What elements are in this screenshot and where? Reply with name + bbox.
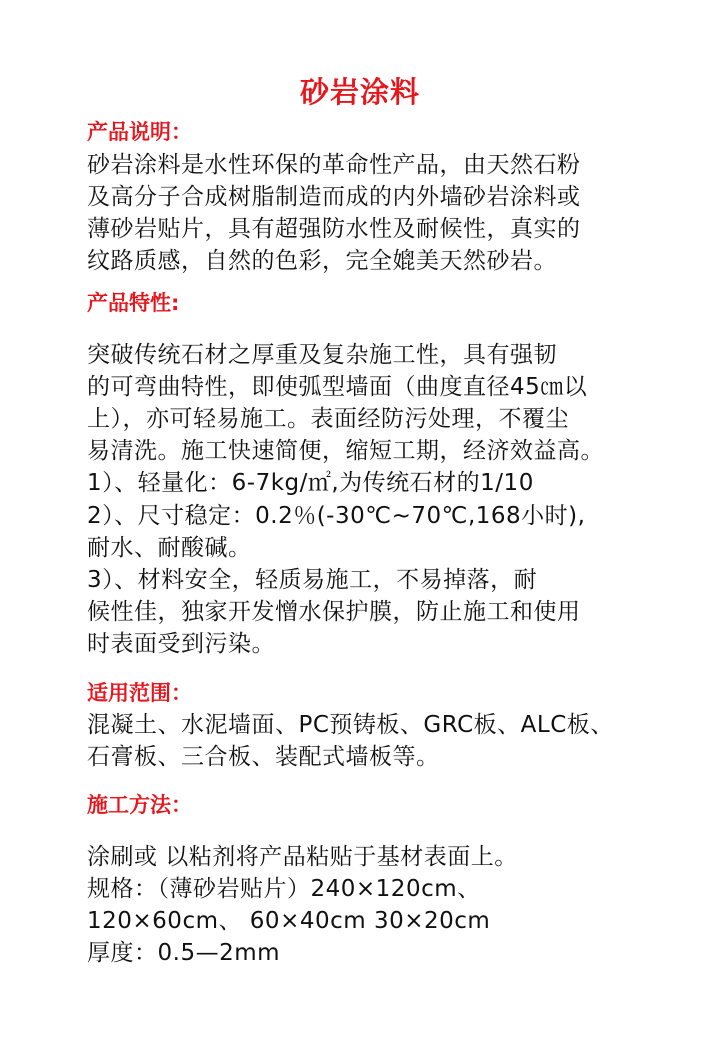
method-line: 120×60cm、 60×40cm 30×20cm xyxy=(87,908,491,934)
section-heading-description: 产品说明： xyxy=(87,120,192,144)
features-line: 3）、材料安全，轻质易施工，不易掉落，耐 xyxy=(87,567,538,593)
section-heading-features: 产品特性: xyxy=(87,291,180,315)
features-line: 时表面受到污染。 xyxy=(87,631,275,657)
applications-line: 混凝土、水泥墙面、PC预铸板、GRC板、ALC板、 xyxy=(87,712,614,738)
description-line: 薄砂岩贴片，具有超强防水性及耐候性，真实的 xyxy=(87,216,581,242)
description-line: 纹路质感，自然的色彩，完全媲美天然砂岩。 xyxy=(87,248,557,274)
features-line: 易清洗。施工快速简便，缩短工期，经济效益高。 xyxy=(87,438,604,464)
features-line: 1）、轻量化：6-7kg/㎡,为传统石材的1/10 xyxy=(87,470,534,496)
description-line: 及高分子合成树脂制造而成的内外墙砂岩涂料或 xyxy=(87,184,581,210)
features-line: 的可弯曲特性，即使弧型墙面（曲度直径45㎝以 xyxy=(87,374,588,400)
method-line: 涂刷或 以粘剂将产品粘贴于基材表面上。 xyxy=(87,844,518,870)
description-line: 砂岩涂料是水性环保的革命性产品，由天然石粉 xyxy=(87,152,581,178)
section-heading-applications: 适用范围： xyxy=(87,681,192,705)
method-line: 厚度：0.5—2mm xyxy=(87,940,281,966)
section-heading-method: 施工方法： xyxy=(87,793,192,817)
features-line: 耐水、耐酸碱。 xyxy=(87,535,252,561)
document-title: 砂岩涂料 xyxy=(299,75,420,109)
features-line: 候性佳，独家开发憎水保护膜，防止施工和使用 xyxy=(87,599,581,625)
method-line: 规格：（薄砂岩贴片）240×120cm、 xyxy=(87,876,481,902)
features-line: 突破传统石材之厚重及复杂施工性，具有强韧 xyxy=(87,342,557,368)
features-line: 2）、尺寸稳定：0.2％(-30℃~70℃,168小时), xyxy=(87,503,586,529)
features-line: 上），亦可轻易施工。表面经防污处理，不覆尘 xyxy=(87,406,569,432)
applications-line: 石膏板、三合板、装配式墙板等。 xyxy=(87,744,440,770)
